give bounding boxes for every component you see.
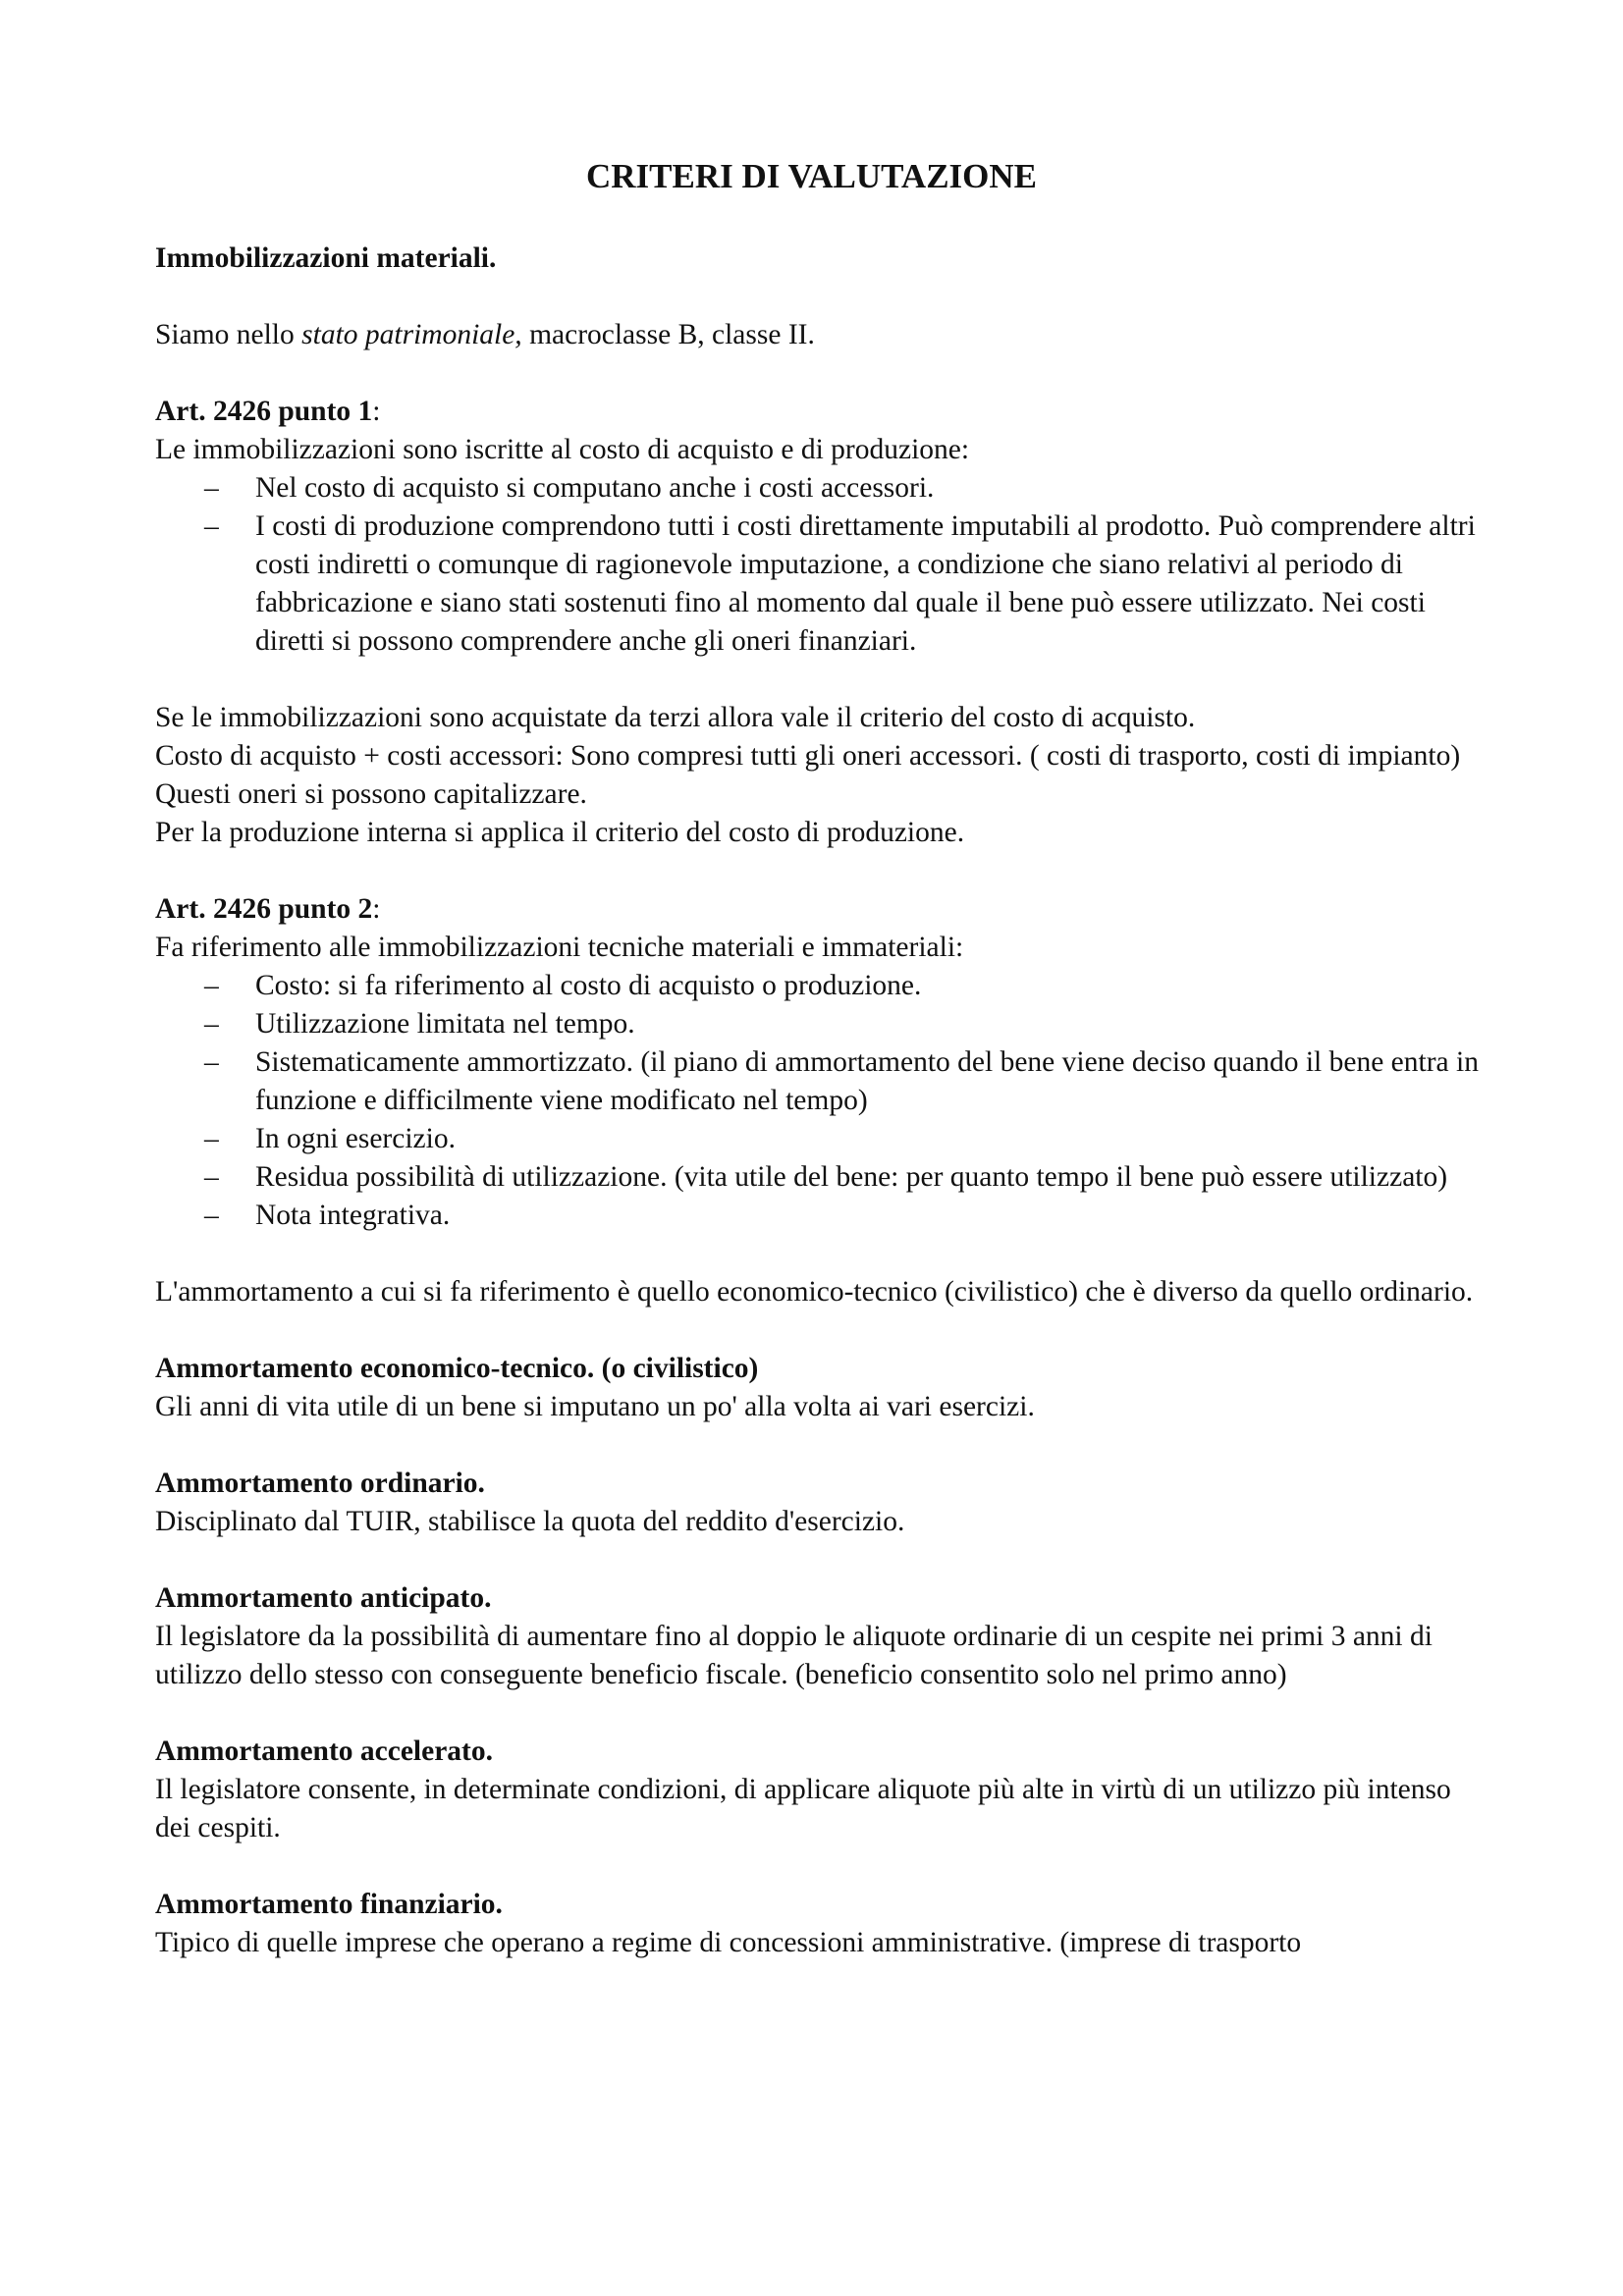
art1-paragraph: Se le immobilizzazioni sono acquistate da terzi allora vale il criterio del costo di acquisto. [155,702,1196,733]
document-body [155,240,1490,1962]
intro-paragraph: Siamo nello stato patrimoniale, macroclasse B, classe II. [155,319,815,350]
heading-immobilizzazioni: Immobilizzazioni materiali. [155,242,497,274]
section-text: Tipico di quelle imprese che operano a regime di concessioni amministrative. (imprese di trasporto [155,1927,1302,1958]
art1-paragraph: Costo di acquisto + costi accessori: Sono compresi tutti gli oneri accessori. ( costi di trasporto, costi di impianto) Questi oneri si possono capitalizzare. [155,740,1461,810]
list-item: – Residua possibilità di utilizzazione. (vita utile del bene: per quanto tempo il bene può essere utilizzato) [155,1158,1490,1197]
art1-heading-line: Art. 2426 punto 1: [155,396,381,427]
art2-heading: Art. 2426 punto 2 [155,893,373,925]
art1-paragraph: Per la produzione interna si applica il criterio del costo di produzione. [155,817,965,848]
list-item: – Utilizzazione limitata nel tempo. [155,1005,1490,1043]
list-item: – Nota integrativa. [155,1197,1490,1235]
art2-list [155,967,1490,1235]
ammortamento-note: L'ammortamento a cui si fa riferimento è quello economico-tecnico (civilistico) che è diverso da quello ordinario. [155,1276,1474,1308]
section-heading: Ammortamento accelerato. [155,1735,494,1767]
page-title: CRITERI DI VALUTAZIONE [585,157,1038,195]
section-text: Disciplinato dal TUIR, stabilisce la quota del reddito d'esercizio. [155,1506,905,1537]
art1-list [155,469,1490,661]
list-item: – Sistematicamente ammortizzato. (il piano di ammortamento del bene viene deciso quando il bene entra in funzione e difficilmente viene modificato nel tempo) [155,1043,1490,1120]
list-item: – In ogni esercizio. [155,1120,1490,1158]
section-heading: Ammortamento ordinario. [155,1468,485,1499]
section-heading: Ammortamento anticipato. [155,1582,492,1614]
section-text: Il legislatore da la possibilità di aumentare fino al doppio le aliquote ordinarie di un cespite nei primi 3 anni di utilizzo dello stesso con conseguente beneficio fiscale. (beneficio consentito solo nel primo anno) [155,1621,1433,1690]
list-item: – Costo: si fa riferimento al costo di acquisto o produzione. [155,967,1490,1005]
list-item: – I costi di produzione comprendono tutti i costi direttamente imputabili al prodotto. Può comprendere altri costi indiretti o comunque di ragionevole imputazione, a condizione che siano relativi al periodo di fabbricazione e siano stati sostenuti fino al momento dal quale il bene può essere utilizzato. Nei costi diretti si possono comprendere anche gli oneri finanziari. [155,507,1490,661]
list-item: – Nel costo di acquisto si computano anche i costi accessori. [155,469,1490,507]
section-text: Gli anni di vita utile di un bene si imputano un po' alla volta ai vari esercizi. [155,1391,1035,1422]
section-heading: Ammortamento finanziario. [155,1889,503,1920]
section-heading: Ammortamento economico-tecnico. (o civilistico) [155,1353,759,1384]
art2-lead: Fa riferimento alle immobilizzazioni tecniche materiali e immateriali: [155,932,964,963]
art1-lead: Le immobilizzazioni sono iscritte al costo di acquisto e di produzione: [155,434,970,465]
section-text: Il legislatore consente, in determinate condizioni, di applicare aliquote più alte in virtù di un utilizzo più intenso dei cespiti. [155,1774,1451,1843]
art2-heading-line: Art. 2426 punto 2: [155,893,381,925]
art1-heading: Art. 2426 punto 1 [155,396,373,427]
